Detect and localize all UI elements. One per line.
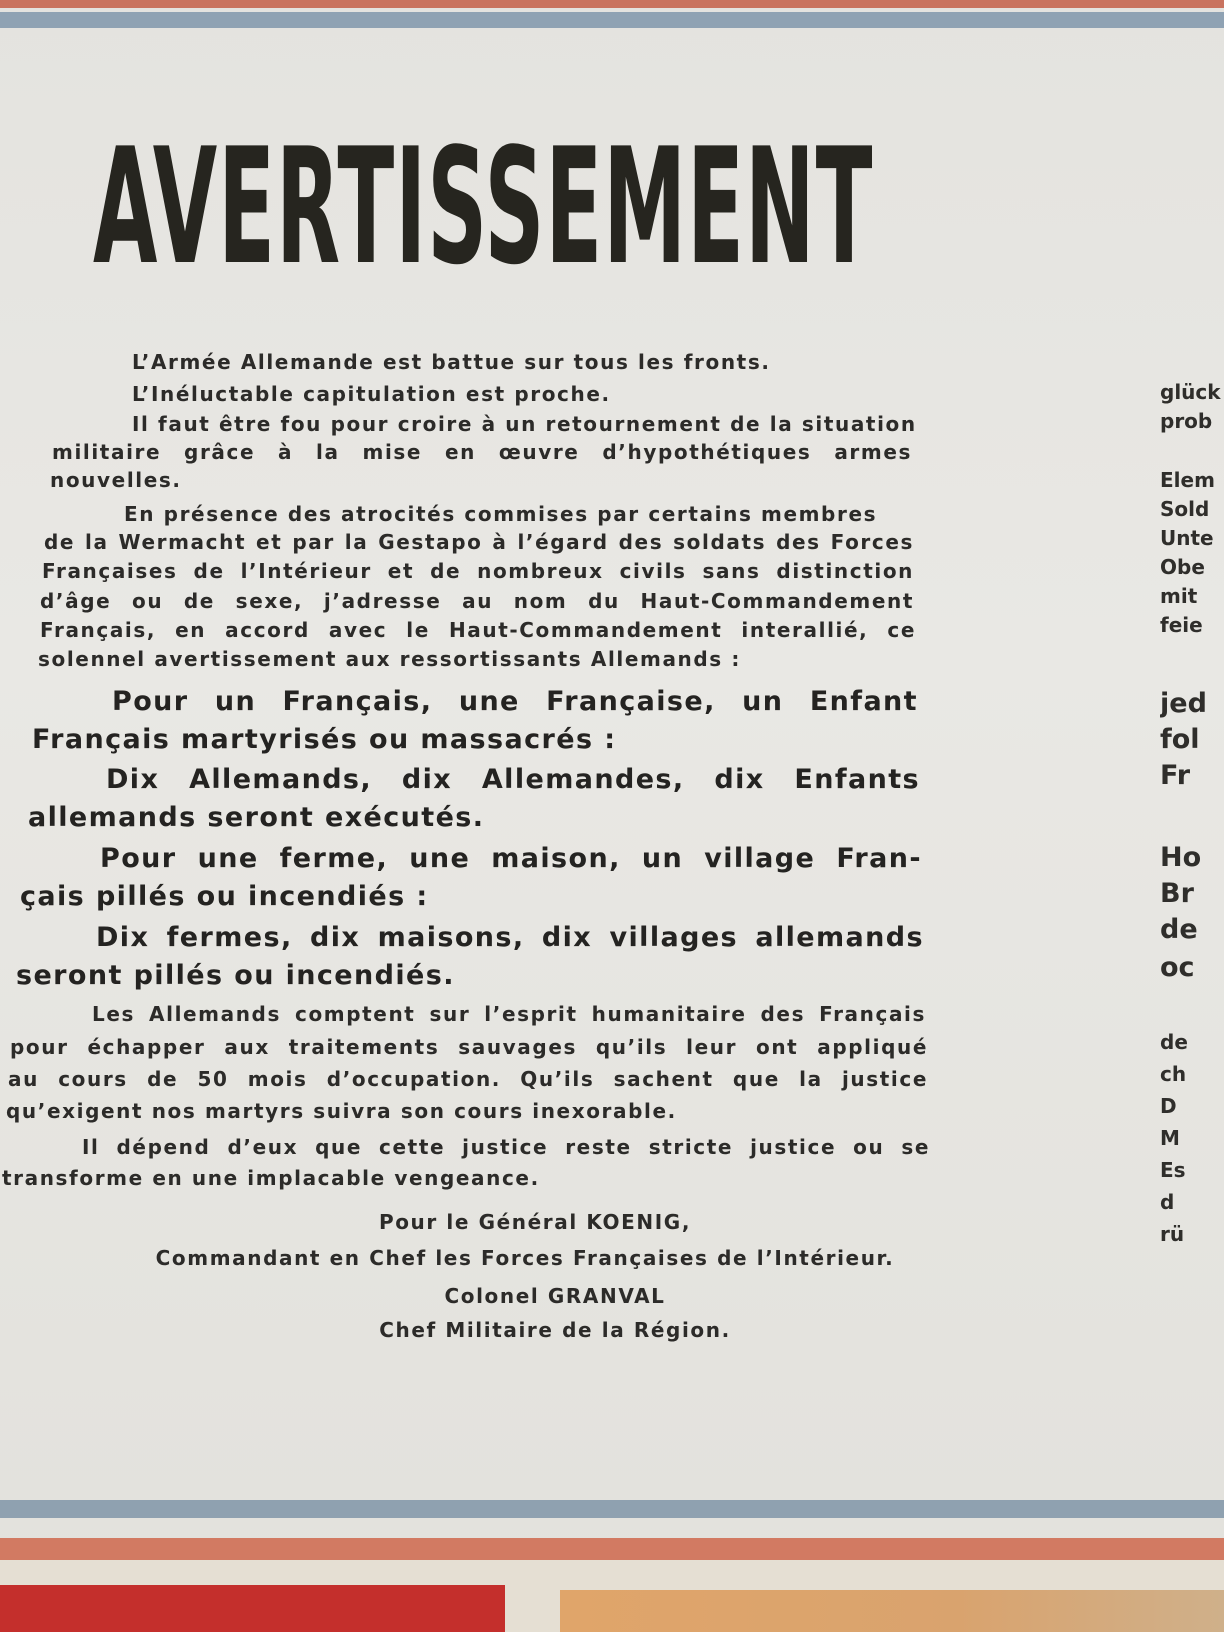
fragment-text: de [1160, 1030, 1188, 1054]
warning-line: Pour une ferme, une maison, un village Fran- [100, 843, 922, 874]
paragraph-line: d’âge ou de sexe, j’adresse au nom du Haut-Commandement [40, 589, 914, 613]
paragraph-line: qu’exigent nos martyrs suivra son cours inexorable. [6, 1099, 677, 1123]
fragment-text: Obe [1160, 555, 1205, 579]
fragment-text: Unte [1160, 526, 1214, 550]
warning-line: çais pillés ou incendiés : [20, 881, 429, 912]
fragment-text: M [1160, 1126, 1180, 1150]
fragment-text: fol [1160, 724, 1200, 755]
fragment-text: oc [1160, 952, 1195, 983]
paragraph-line: En présence des atrocités commises par certains membres [124, 502, 878, 526]
paragraph-line: militaire grâce à la mise en œuvre d’hypothétiques armes [52, 440, 912, 464]
warning-line: Français martyrisés ou massacrés : [32, 724, 617, 755]
bottom-blue-stripe [0, 1500, 1224, 1518]
warning-line: allemands seront exécutés. [28, 802, 485, 833]
statement-army-beaten: L’Armée Allemande est battue sur tous les fronts. [132, 350, 771, 374]
fragment-text: feie [1160, 613, 1203, 637]
signature-line: Commandant en Chef les Forces Françaises de l’Intérieur. [155, 1246, 895, 1270]
signature-line: Colonel GRANVAL [444, 1284, 666, 1308]
fragment-text: de [1160, 914, 1198, 945]
fragment-text: Es [1160, 1158, 1186, 1182]
paragraph-line: au cours de 50 mois d’occupation. Qu’ils sachent que la justice [8, 1067, 928, 1091]
paragraph-line: solennel avertissement aux ressortissants Allemands : [38, 647, 741, 671]
fragment-text: Fr [1160, 760, 1191, 791]
signature-line: Chef Militaire de la Région. [379, 1318, 731, 1342]
fragment-text: mit [1160, 584, 1198, 608]
fragment-text: Sold [1160, 497, 1210, 521]
fragment-text: jed [1160, 688, 1207, 719]
signature-line: Pour le Général KOENIG, [378, 1210, 692, 1234]
red-flag-fragment [0, 1585, 505, 1632]
warning-line: Pour un Français, une Française, un Enfant [112, 686, 918, 717]
warning-line: Dix Allemands, dix Allemandes, dix Enfants [106, 764, 920, 795]
paragraph-line: Il faut être fou pour croire à un retournement de la situation [132, 412, 917, 436]
paragraph-line: pour échapper aux traitements sauvages qu’ils leur ont appliqué [10, 1035, 928, 1059]
stained-paper-fragment [560, 1590, 1224, 1632]
paragraph-line: Les Allemands comptent sur l’esprit humanitaire des Français [92, 1002, 926, 1026]
top-red-stripe [0, 0, 1224, 8]
adjacent-column-fragments [1160, 0, 1224, 1500]
warning-line: Dix fermes, dix maisons, dix villages allemands [96, 922, 924, 953]
statement-capitulation: L’Inéluctable capitulation est proche. [132, 382, 611, 406]
paragraph-line: Français, en accord avec le Haut-Commandement interallié, ce [40, 618, 916, 642]
fragment-text: ch [1160, 1062, 1187, 1086]
fragment-text: Ho [1160, 842, 1202, 873]
fragment-text: Elem [1160, 468, 1215, 492]
paragraph-line: nouvelles. [50, 468, 182, 492]
fragment-text: d [1160, 1190, 1175, 1214]
fragment-text: Br [1160, 878, 1194, 909]
paragraph-line: de la Wermacht et par la Gestapo à l’égard des soldats des Forces [44, 530, 914, 554]
poster-title: AVERTISSEMENT [93, 113, 874, 300]
bottom-red-stripe [0, 1538, 1224, 1560]
warning-line: seront pillés ou incendiés. [16, 960, 455, 991]
fragment-text: glück [1160, 380, 1221, 404]
fragment-text: rü [1160, 1222, 1185, 1246]
fragment-text: prob [1160, 409, 1213, 433]
paragraph-line: Il dépend d’eux que cette justice reste stricte justice ou se [82, 1135, 930, 1159]
paragraph-line: transforme en une implacable vengeance. [2, 1166, 540, 1190]
top-blue-stripe [0, 12, 1224, 28]
fragment-text: D [1160, 1094, 1177, 1118]
paragraph-line: Françaises de l’Intérieur et de nombreux civils sans distinction [42, 559, 914, 583]
